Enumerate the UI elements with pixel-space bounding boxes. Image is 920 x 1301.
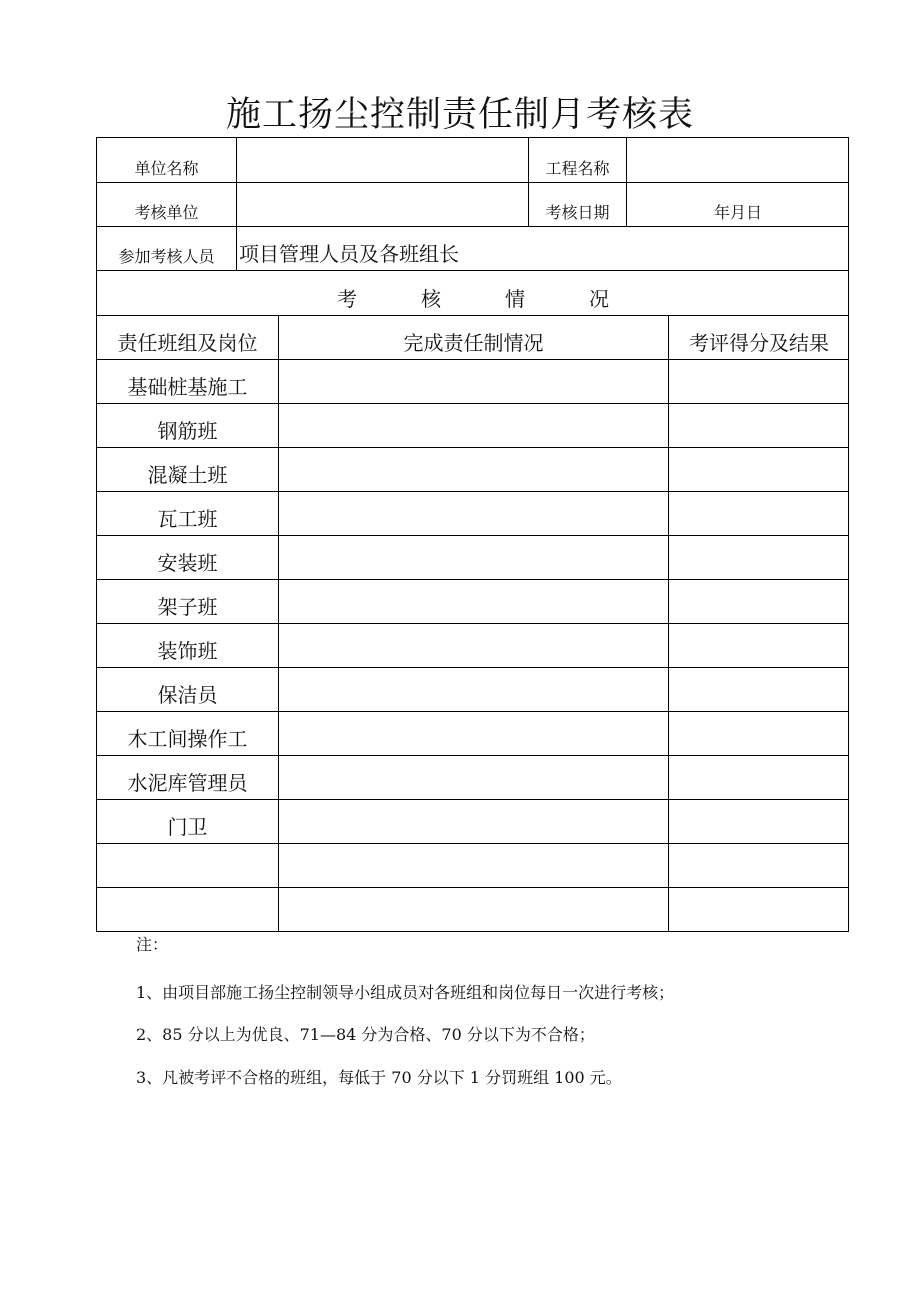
team-cell: 混凝土班 — [96, 447, 278, 491]
score-cell[interactable] — [668, 755, 849, 799]
participants-label: 参加考核人员 — [96, 226, 236, 270]
score-cell[interactable] — [668, 359, 849, 403]
table-row — [96, 799, 849, 843]
table-row — [96, 755, 849, 799]
table-header-row — [96, 315, 849, 359]
team-cell[interactable] — [96, 843, 278, 887]
note-item: 1、由项目部施工扬尘控制领导小组成员对各班组和岗位每日一次进行考核； — [136, 983, 675, 1002]
team-cell: 保洁员 — [96, 667, 278, 711]
project-name-field[interactable] — [626, 137, 849, 182]
status-cell[interactable] — [278, 667, 668, 711]
section-title — [96, 270, 849, 315]
table-row — [96, 711, 849, 755]
table-row — [96, 491, 849, 535]
info-row-participants — [96, 226, 849, 270]
status-cell[interactable] — [278, 799, 668, 843]
section-row — [96, 270, 849, 315]
score-cell[interactable] — [668, 667, 849, 711]
section-char: 况 — [589, 287, 609, 311]
assess-date-label: 考核日期 — [528, 182, 626, 226]
score-cell[interactable] — [668, 799, 849, 843]
score-cell[interactable] — [668, 535, 849, 579]
status-cell[interactable] — [278, 755, 668, 799]
status-cell[interactable] — [278, 447, 668, 491]
team-cell: 基础桩基施工 — [96, 359, 278, 403]
note-item: 3、凡被考评不合格的班组，每低于 70 分以下 1 分罚班组 100 元。 — [136, 1068, 622, 1087]
score-cell[interactable] — [668, 843, 849, 887]
team-cell: 水泥库管理员 — [96, 755, 278, 799]
team-cell: 架子班 — [96, 579, 278, 623]
project-name-label: 工程名称 — [528, 137, 626, 182]
assess-unit-label: 考核单位 — [96, 182, 236, 226]
team-cell: 门卫 — [96, 799, 278, 843]
assess-unit-field[interactable] — [236, 182, 528, 226]
table-row — [96, 579, 849, 623]
status-cell[interactable] — [278, 491, 668, 535]
table-row — [96, 887, 849, 932]
status-cell[interactable] — [278, 359, 668, 403]
unit-name-label: 单位名称 — [96, 137, 236, 182]
team-cell: 木工间操作工 — [96, 711, 278, 755]
note-item: 2、85 分以上为优良、71—84 分为合格、70 分以下为不合格； — [136, 1025, 595, 1044]
status-cell[interactable] — [278, 843, 668, 887]
team-cell[interactable] — [96, 887, 278, 932]
score-cell[interactable] — [668, 711, 849, 755]
assess-date-field[interactable]: 年月日 — [626, 182, 849, 226]
header-score: 考评得分及结果 — [668, 315, 849, 359]
score-cell[interactable] — [668, 491, 849, 535]
table-row — [96, 359, 849, 403]
header-status: 完成责任制情况 — [278, 315, 668, 359]
status-cell[interactable] — [278, 711, 668, 755]
score-cell[interactable] — [668, 887, 849, 932]
page-title: 施工扬尘控制责任制月考核表 — [225, 95, 694, 135]
team-cell: 钢筋班 — [96, 403, 278, 447]
section-char: 核 — [421, 287, 441, 311]
header-team: 责任班组及岗位 — [96, 315, 278, 359]
score-cell[interactable] — [668, 579, 849, 623]
table-row — [96, 403, 849, 447]
notes-heading: 注： — [136, 935, 169, 954]
table-row — [96, 667, 849, 711]
team-cell: 瓦工班 — [96, 491, 278, 535]
section-char: 情 — [505, 287, 525, 311]
section-char: 考 — [337, 287, 357, 311]
team-cell: 装饰班 — [96, 623, 278, 667]
info-row-assess — [96, 182, 849, 226]
table-row — [96, 535, 849, 579]
status-cell[interactable] — [278, 623, 668, 667]
table-row — [96, 447, 849, 491]
score-cell[interactable] — [668, 403, 849, 447]
info-row-unit — [96, 137, 849, 182]
score-cell[interactable] — [668, 623, 849, 667]
participants-field[interactable]: 项目管理人员及各班组长 — [236, 226, 849, 270]
score-cell[interactable] — [668, 447, 849, 491]
status-cell[interactable] — [278, 887, 668, 932]
status-cell[interactable] — [278, 403, 668, 447]
unit-name-field[interactable] — [236, 137, 528, 182]
assessment-form — [96, 137, 849, 932]
status-cell[interactable] — [278, 535, 668, 579]
team-cell: 安装班 — [96, 535, 278, 579]
status-cell[interactable] — [278, 579, 668, 623]
table-row — [96, 623, 849, 667]
table-row — [96, 843, 849, 887]
